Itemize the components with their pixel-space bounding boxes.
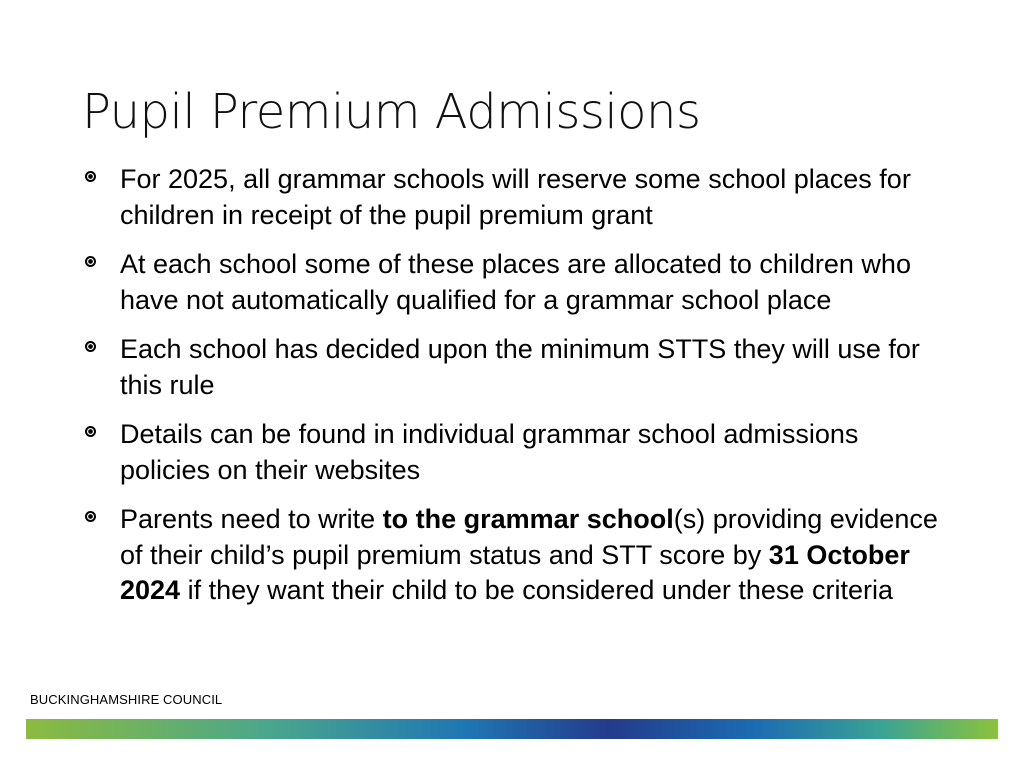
bullet-item <box>82 162 942 233</box>
bullet-item <box>82 247 942 318</box>
bullet-icon <box>85 426 96 437</box>
bullet-list <box>82 162 942 623</box>
bullet-text-segment: Each school has decided upon the minimum STTS they will use for this rule <box>120 334 920 400</box>
bullet-text-segment: At each school some of these places are allocated to children who have not automatically qualified for a grammar school place <box>120 249 911 315</box>
bullet-icon <box>85 341 96 352</box>
bullet-text-bold-segment: to the grammar school <box>382 504 674 534</box>
bullet-text-segment: (s) providing evidence of their child’s pupil premium status and STT score by <box>120 504 938 570</box>
organisation-label: BUCKINGHAMSHIRE COUNCIL <box>30 692 223 707</box>
footer-gradient-bar <box>26 719 998 739</box>
bullet-text <box>120 164 911 230</box>
bullet-text <box>120 419 858 485</box>
bullet-item <box>82 502 942 609</box>
bullet-text-segment: Details can be found in individual grammar school admissions policies on their websites <box>120 419 859 485</box>
bullet-text-segment: Parents need to write <box>120 504 383 534</box>
bullet-icon <box>85 256 96 267</box>
bullet-item <box>82 417 942 488</box>
bullet-text <box>120 334 920 400</box>
bullet-icon <box>85 171 96 182</box>
bullet-item <box>82 332 942 403</box>
deadline-date: 31 October 2024 <box>120 539 910 605</box>
bullet-icon <box>85 511 96 522</box>
bullet-text <box>120 504 938 605</box>
bullet-text-segment: if they want their child to be considered under these criteria <box>180 575 893 605</box>
bullet-text-segment: For 2025, all grammar schools will reserve some school places for children in receipt of the pupil premium grant <box>120 164 911 230</box>
slide-title: Pupil Premium Admissions <box>82 84 701 140</box>
bullet-text <box>120 249 911 315</box>
